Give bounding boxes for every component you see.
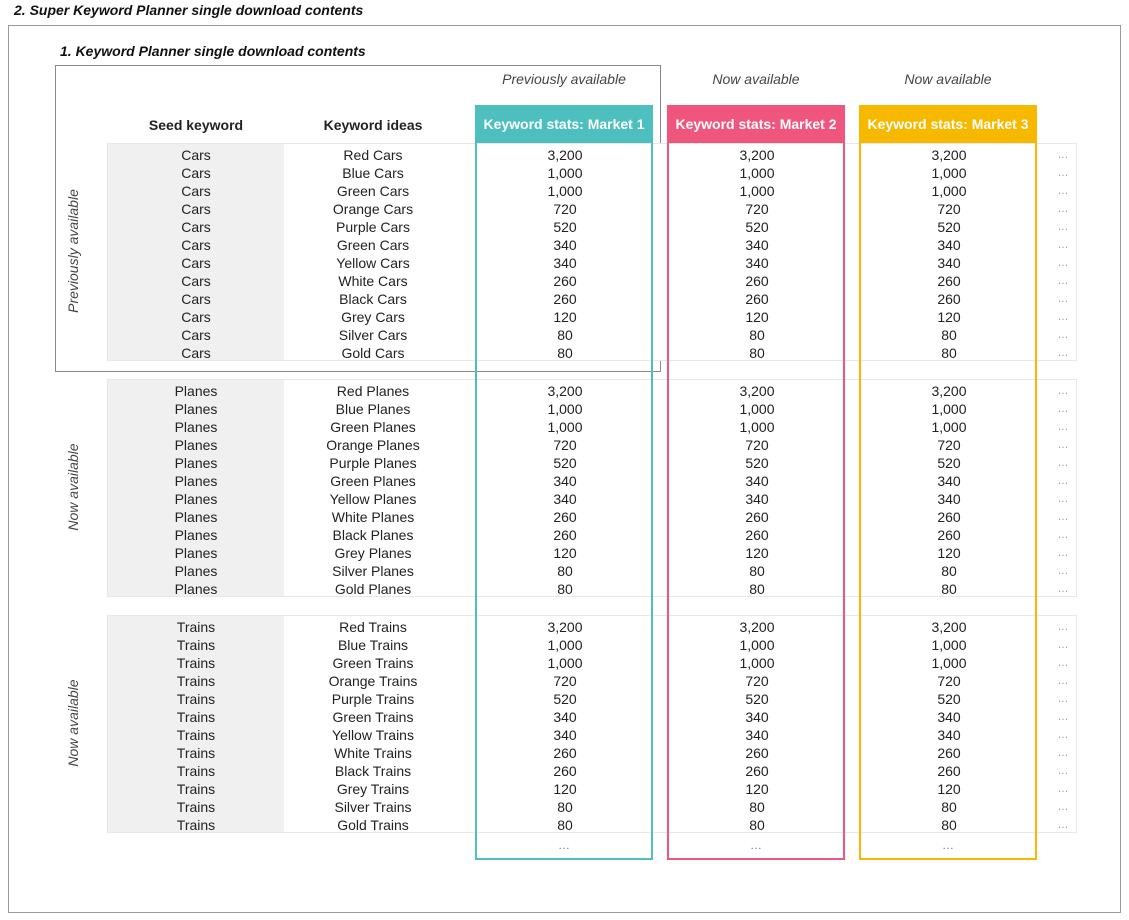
market1-stat-cell: 80: [557, 581, 573, 597]
market3-stat-cell: 1,000: [931, 655, 967, 671]
market3-stat-cell: 720: [937, 201, 961, 217]
market1-stat-cell: 260: [553, 509, 577, 525]
market2-stat-cell: 340: [745, 491, 769, 507]
keyword-idea-cell: White Cars: [338, 273, 408, 289]
more-markets-ellipsis: …: [1057, 149, 1069, 161]
market1-stat-cell: 1,000: [547, 183, 583, 199]
market3-stat-cell: 120: [937, 545, 961, 561]
market1-stat-cell: 260: [553, 745, 577, 761]
keyword-idea-cell: Silver Trains: [334, 799, 412, 815]
more-markets-ellipsis: …: [1057, 547, 1069, 559]
seed-keyword-cell: Planes: [174, 473, 218, 489]
more-markets-ellipsis: …: [1057, 421, 1069, 433]
more-markets-ellipsis: …: [1057, 783, 1069, 795]
more-markets-ellipsis: …: [1057, 257, 1069, 269]
more-markets-ellipsis: …: [1057, 439, 1069, 451]
seed-keyword-cell: Cars: [181, 183, 211, 199]
market2-stat-cell: 120: [745, 781, 769, 797]
more-markets-ellipsis: …: [1057, 511, 1069, 523]
market2-stat-cell: 80: [749, 581, 765, 597]
market1-stat-cell: 80: [557, 563, 573, 579]
market2-stat-cell: 1,000: [739, 401, 775, 417]
market2-stat-cell: 3,200: [739, 147, 775, 163]
group-availability-label: Now available: [65, 679, 81, 767]
keyword-idea-cell: Green Cars: [336, 183, 410, 199]
market3-stat-cell: 1,000: [931, 183, 967, 199]
more-markets-ellipsis: …: [1057, 639, 1069, 651]
more-markets-ellipsis: …: [1057, 275, 1069, 287]
keyword-idea-cell: Purple Cars: [336, 219, 410, 235]
market3-stat-cell: 520: [937, 455, 961, 471]
market1-stat-cell: 1,000: [547, 401, 583, 417]
market3-stat-cell: 260: [937, 527, 961, 543]
market1-stat-cell: 80: [557, 799, 573, 815]
market2-stat-cell: 3,200: [739, 383, 775, 399]
market2-stat-cell: 260: [745, 509, 769, 525]
more-markets-ellipsis: …: [1057, 493, 1069, 505]
seed-keyword-cell: Planes: [174, 419, 218, 435]
more-markets-ellipsis: …: [1057, 167, 1069, 179]
seed-keyword-cell: Trains: [176, 745, 216, 761]
more-markets-ellipsis: …: [1057, 529, 1069, 541]
market3-stat-cell: 1,000: [931, 401, 967, 417]
keyword-idea-cell: Silver Cars: [338, 327, 408, 343]
keyword-idea-cell: Blue Trains: [337, 637, 409, 653]
seed-keyword-cell: Cars: [181, 327, 211, 343]
market2-stat-cell: 520: [745, 219, 769, 235]
market3-stat-cell: 3,200: [931, 383, 967, 399]
keyword-idea-cell: Black Trains: [334, 763, 412, 779]
market3-availability: Now available: [904, 71, 992, 87]
market1-stat-cell: 520: [553, 219, 577, 235]
seed-keyword-cell: Trains: [176, 637, 216, 653]
market1-stat-cell: 260: [553, 273, 577, 289]
market1-stat-cell: 340: [553, 709, 577, 725]
market1-stat-cell: 520: [553, 691, 577, 707]
seed-keyword-cell: Trains: [176, 763, 216, 779]
seed-keyword-cell: Trains: [176, 655, 216, 671]
more-markets-ellipsis: …: [1057, 801, 1069, 813]
market2-stat-cell: 520: [745, 691, 769, 707]
market3-stat-cell: 340: [937, 727, 961, 743]
keyword-idea-cell: Red Planes: [336, 383, 410, 399]
outer-title: 2. Super Keyword Planner single download contents: [14, 2, 364, 18]
keyword-idea-cell: Green Planes: [330, 473, 416, 489]
seed-keyword-cell: Trains: [176, 709, 216, 725]
keyword-idea-cell: Green Planes: [330, 419, 416, 435]
market3-stat-cell: 260: [937, 745, 961, 761]
market2-stat-cell: 520: [745, 455, 769, 471]
seed-keyword-cell: Cars: [181, 255, 211, 271]
market1-header: Keyword stats: Market 1: [475, 105, 653, 143]
seed-keyword-cell: Planes: [174, 437, 218, 453]
more-markets-ellipsis: …: [1057, 583, 1069, 595]
more-markets-ellipsis: …: [1057, 475, 1069, 487]
market3-stat-cell: 340: [937, 255, 961, 271]
seed-keyword-cell: Cars: [181, 147, 211, 163]
keyword-idea-cell: Blue Planes: [335, 401, 411, 417]
inner-title: 1. Keyword Planner single download contents: [60, 43, 366, 59]
market3-stat-cell: 1,000: [931, 419, 967, 435]
market1-stat-cell: 260: [553, 527, 577, 543]
market2-stat-cell: 1,000: [739, 419, 775, 435]
market3-stat-cell: 520: [937, 219, 961, 235]
more-markets-ellipsis: …: [1057, 385, 1069, 397]
market1-outline: [475, 142, 653, 860]
seed-keyword-cell: Trains: [176, 727, 216, 743]
market3-stat-cell: 80: [941, 563, 957, 579]
market3-stat-cell: 80: [941, 799, 957, 815]
keyword-ideas-header: Keyword ideas: [323, 117, 423, 133]
keyword-idea-cell: Green Trains: [332, 709, 414, 725]
market1-stat-cell: 1,000: [547, 637, 583, 653]
market1-stat-cell: 3,200: [547, 619, 583, 635]
more-markets-ellipsis: …: [1057, 347, 1069, 359]
market1-stat-cell: 720: [553, 201, 577, 217]
keyword-idea-cell: Orange Planes: [326, 437, 420, 453]
market3-stat-cell: 260: [937, 273, 961, 289]
market2-stat-cell: 1,000: [739, 637, 775, 653]
market3-stat-cell: 3,200: [931, 147, 967, 163]
seed-keyword-cell: Planes: [174, 581, 218, 597]
more-markets-ellipsis: …: [1057, 311, 1069, 323]
market2-outline: [667, 142, 845, 860]
keyword-idea-cell: Purple Trains: [331, 691, 415, 707]
keyword-idea-cell: Black Cars: [339, 291, 407, 307]
more-markets-ellipsis: …: [1057, 457, 1069, 469]
market3-stat-cell: 260: [937, 509, 961, 525]
seed-keyword-cell: Planes: [174, 545, 218, 561]
market2-stat-cell: 340: [745, 473, 769, 489]
keyword-idea-cell: Green Trains: [332, 655, 414, 671]
market3-stat-cell: 520: [937, 691, 961, 707]
more-markets-ellipsis: …: [1057, 403, 1069, 415]
seed-keyword-cell: Cars: [181, 345, 211, 361]
keyword-idea-cell: Gold Trains: [337, 817, 409, 833]
market1-stat-cell: 80: [557, 327, 573, 343]
market3-outline: [859, 142, 1037, 860]
market1-stat-cell: 80: [557, 345, 573, 361]
market3-stat-cell: 260: [937, 763, 961, 779]
market2-stat-cell: 340: [745, 237, 769, 253]
market3-more: …: [942, 838, 954, 852]
market2-stat-cell: 260: [745, 527, 769, 543]
keyword-idea-cell: Grey Cars: [341, 309, 405, 325]
market2-stat-cell: 340: [745, 727, 769, 743]
market1-stat-cell: 340: [553, 727, 577, 743]
market3-stat-cell: 3,200: [931, 619, 967, 635]
more-markets-ellipsis: …: [1057, 565, 1069, 577]
market1-stat-cell: 120: [553, 781, 577, 797]
seed-keyword-cell: Planes: [174, 563, 218, 579]
market1-stat-cell: 80: [557, 817, 573, 833]
keyword-idea-cell: White Trains: [334, 745, 412, 761]
market2-stat-cell: 1,000: [739, 655, 775, 671]
keyword-idea-cell: Yellow Trains: [332, 727, 414, 743]
seed-keyword-cell: Cars: [181, 201, 211, 217]
keyword-idea-cell: Orange Trains: [328, 673, 418, 689]
market2-stat-cell: 260: [745, 763, 769, 779]
more-markets-ellipsis: …: [1057, 819, 1069, 831]
market3-stat-cell: 340: [937, 237, 961, 253]
group-availability-label: Previously available: [65, 189, 81, 313]
keyword-idea-cell: Black Planes: [332, 527, 414, 543]
seed-keyword-cell: Cars: [181, 291, 211, 307]
keyword-idea-cell: Red Cars: [343, 147, 403, 163]
seed-keyword-cell: Trains: [176, 673, 216, 689]
seed-keyword-cell: Trains: [176, 817, 216, 833]
market1-stat-cell: 120: [553, 309, 577, 325]
market1-availability: Previously available: [502, 71, 626, 87]
more-markets-ellipsis: …: [1057, 621, 1069, 633]
market2-availability: Now available: [712, 71, 800, 87]
market2-stat-cell: 720: [745, 673, 769, 689]
market2-stat-cell: 260: [745, 291, 769, 307]
market1-stat-cell: 520: [553, 455, 577, 471]
more-markets-ellipsis: …: [1057, 711, 1069, 723]
keyword-idea-cell: Orange Cars: [332, 201, 414, 217]
market1-stat-cell: 120: [553, 545, 577, 561]
market3-header: Keyword stats: Market 3: [859, 105, 1037, 143]
market1-stat-cell: 3,200: [547, 147, 583, 163]
market1-stat-cell: 260: [553, 291, 577, 307]
market2-stat-cell: 260: [745, 745, 769, 761]
market2-stat-cell: 120: [745, 309, 769, 325]
market1-stat-cell: 260: [553, 763, 577, 779]
market3-stat-cell: 120: [937, 781, 961, 797]
seed-keyword-cell: Cars: [181, 309, 211, 325]
market1-stat-cell: 340: [553, 491, 577, 507]
keyword-idea-cell: Gold Cars: [341, 345, 405, 361]
keyword-idea-cell: Red Trains: [339, 619, 407, 635]
seed-keyword-cell: Cars: [181, 219, 211, 235]
market2-stat-cell: 3,200: [739, 619, 775, 635]
market2-stat-cell: 720: [745, 437, 769, 453]
market2-stat-cell: 340: [745, 709, 769, 725]
market2-stat-cell: 1,000: [739, 165, 775, 181]
market3-stat-cell: 340: [937, 709, 961, 725]
market2-stat-cell: 120: [745, 545, 769, 561]
keyword-idea-cell: Gold Planes: [334, 581, 412, 597]
seed-keyword-cell: Cars: [181, 273, 211, 289]
market3-stat-cell: 340: [937, 473, 961, 489]
keyword-idea-cell: Yellow Cars: [336, 255, 410, 271]
market1-stat-cell: 1,000: [547, 419, 583, 435]
market1-stat-cell: 720: [553, 437, 577, 453]
market3-stat-cell: 340: [937, 491, 961, 507]
seed-keyword-header: Seed keyword: [148, 117, 244, 133]
market2-stat-cell: 720: [745, 201, 769, 217]
market1-stat-cell: 720: [553, 673, 577, 689]
seed-keyword-cell: Trains: [176, 691, 216, 707]
market2-stat-cell: 80: [749, 327, 765, 343]
more-markets-ellipsis: …: [1057, 203, 1069, 215]
market3-stat-cell: 120: [937, 309, 961, 325]
more-markets-ellipsis: …: [1057, 693, 1069, 705]
market3-stat-cell: 80: [941, 817, 957, 833]
market3-stat-cell: 1,000: [931, 637, 967, 653]
market3-stat-cell: 720: [937, 673, 961, 689]
market3-stat-cell: 720: [937, 437, 961, 453]
seed-keyword-cell: Planes: [174, 527, 218, 543]
keyword-idea-cell: Blue Cars: [342, 165, 404, 181]
market1-stat-cell: 340: [553, 473, 577, 489]
seed-keyword-cell: Planes: [174, 455, 218, 471]
market1-stat-cell: 340: [553, 237, 577, 253]
seed-keyword-cell: Trains: [176, 619, 216, 635]
keyword-idea-cell: Purple Planes: [329, 455, 417, 471]
market2-stat-cell: 260: [745, 273, 769, 289]
seed-keyword-cell: Trains: [176, 799, 216, 815]
market2-stat-cell: 340: [745, 255, 769, 271]
market1-more: …: [558, 838, 570, 852]
market3-stat-cell: 1,000: [931, 165, 967, 181]
market2-stat-cell: 80: [749, 345, 765, 361]
keyword-idea-cell: Green Cars: [336, 237, 410, 253]
more-markets-ellipsis: …: [1057, 675, 1069, 687]
seed-keyword-cell: Planes: [174, 509, 218, 525]
more-markets-ellipsis: …: [1057, 185, 1069, 197]
market3-stat-cell: 260: [937, 291, 961, 307]
market1-stat-cell: 1,000: [547, 655, 583, 671]
market3-stat-cell: 80: [941, 327, 957, 343]
market2-stat-cell: 80: [749, 799, 765, 815]
market2-header: Keyword stats: Market 2: [667, 105, 845, 143]
more-markets-ellipsis: …: [1057, 221, 1069, 233]
market2-stat-cell: 80: [749, 817, 765, 833]
more-markets-ellipsis: …: [1057, 293, 1069, 305]
market2-more: …: [750, 838, 762, 852]
seed-keyword-cell: Planes: [174, 401, 218, 417]
market1-stat-cell: 1,000: [547, 165, 583, 181]
market2-stat-cell: 1,000: [739, 183, 775, 199]
more-markets-ellipsis: …: [1057, 329, 1069, 341]
more-markets-ellipsis: …: [1057, 765, 1069, 777]
keyword-idea-cell: Grey Planes: [334, 545, 412, 561]
market1-stat-cell: 3,200: [547, 383, 583, 399]
more-markets-ellipsis: …: [1057, 729, 1069, 741]
seed-keyword-cell: Cars: [181, 165, 211, 181]
seed-keyword-cell: Cars: [181, 237, 211, 253]
seed-keyword-cell: Planes: [174, 491, 218, 507]
market1-stat-cell: 340: [553, 255, 577, 271]
market2-stat-cell: 80: [749, 563, 765, 579]
market3-stat-cell: 80: [941, 345, 957, 361]
group-availability-label: Now available: [65, 443, 81, 531]
keyword-idea-cell: White Planes: [331, 509, 415, 525]
more-markets-ellipsis: …: [1057, 657, 1069, 669]
keyword-idea-cell: Silver Planes: [332, 563, 414, 579]
seed-keyword-cell: Trains: [176, 781, 216, 797]
seed-keyword-cell: Planes: [174, 383, 218, 399]
keyword-idea-cell: Yellow Planes: [329, 491, 417, 507]
more-markets-ellipsis: …: [1057, 747, 1069, 759]
keyword-idea-cell: Grey Trains: [336, 781, 410, 797]
market3-stat-cell: 80: [941, 581, 957, 597]
more-markets-ellipsis: …: [1057, 239, 1069, 251]
